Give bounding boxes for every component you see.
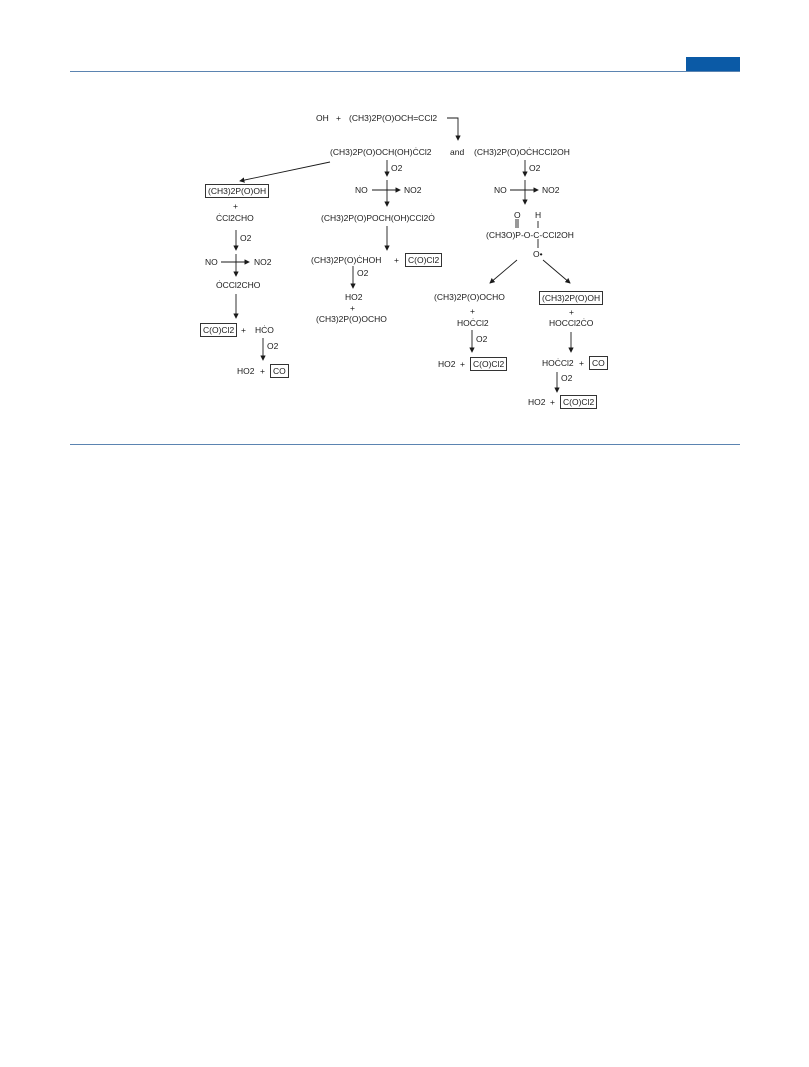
left-oxy: ȮCCl2CHO: [216, 280, 261, 290]
reactant-dichlorvos: (CH3)2P(O)OCH=CCl2: [349, 113, 438, 123]
struct-oxy: O•: [533, 249, 543, 259]
right-phosgene-box: C(O)Cl2: [470, 357, 507, 371]
left-hco: HĊO: [255, 325, 274, 335]
mid-alkoxy: (CH3)2P(O)POCH(OH)CCl2Ȯ: [321, 213, 435, 223]
o2-label: O2: [357, 268, 369, 278]
plus-sign: +: [336, 113, 341, 123]
plus-sign: +: [350, 303, 355, 313]
struct-main: (CH3O)P-O-C-CCl2OH: [486, 230, 574, 240]
mid-phosgene-box: C(O)Cl2: [405, 253, 442, 267]
left-ho2: HO2: [237, 366, 255, 376]
bottom-rule: [70, 444, 740, 445]
left-acid-box: (CH3)2P(O)OH: [205, 184, 269, 198]
o2-label: O2: [561, 373, 573, 383]
struct-h: H: [535, 210, 542, 220]
right-ho2-b: HO2: [528, 397, 546, 407]
adduct-b: (CH3)2P(O)OĊHCCl2OH: [474, 147, 570, 157]
adduct-a: (CH3)2P(O)OCH(OH)ĊCl2: [330, 147, 432, 157]
o2-label: O2: [529, 163, 541, 173]
plus-sign: +: [241, 325, 246, 335]
o2-label: O2: [391, 163, 403, 173]
no-label: NO: [355, 185, 368, 195]
no2-label: NO2: [542, 185, 560, 195]
plus-sign: +: [470, 306, 475, 316]
o2-label: O2: [267, 341, 279, 351]
and-word: and: [450, 147, 465, 157]
no2-label: NO2: [254, 257, 272, 267]
left-co-box: CO: [270, 364, 289, 378]
plus-sign: +: [394, 255, 399, 265]
struct-o: O: [514, 210, 521, 220]
no-label: NO: [494, 185, 507, 195]
plus-sign: +: [233, 201, 238, 211]
right-hoccl2-b: HOĊCl2: [542, 358, 574, 368]
reactant-oh: OH: [316, 113, 329, 123]
left-radical: ĊCl2CHO: [216, 213, 254, 223]
no2-label: NO2: [404, 185, 422, 195]
plus-sign: +: [260, 366, 265, 376]
plus-sign: +: [550, 397, 555, 407]
mid-formate: (CH3)2P(O)OCHO: [316, 314, 387, 324]
right-hoccl2: HOĊCl2: [457, 318, 489, 328]
right-phosgene-b-box: C(O)Cl2: [560, 395, 597, 409]
plus-sign: +: [579, 358, 584, 368]
no-label: NO: [205, 257, 218, 267]
o2-label: O2: [240, 233, 252, 243]
right-formate: (CH3)2P(O)OCHO: [434, 292, 505, 302]
plus-sign: +: [460, 359, 465, 369]
left-phosgene-box: C(O)Cl2: [200, 323, 237, 337]
right-hoccl2co: HOCCl2ĊO: [549, 318, 594, 328]
mid-ho2: HO2: [345, 292, 363, 302]
right-acid-box: (CH3)2P(O)OH: [539, 291, 603, 305]
o2-label: O2: [476, 334, 488, 344]
mid-radical: (CH3)2P(O)ĊHOH: [311, 255, 382, 265]
plus-sign: +: [569, 307, 574, 317]
right-co-box: CO: [589, 356, 608, 370]
right-ho2: HO2: [438, 359, 456, 369]
